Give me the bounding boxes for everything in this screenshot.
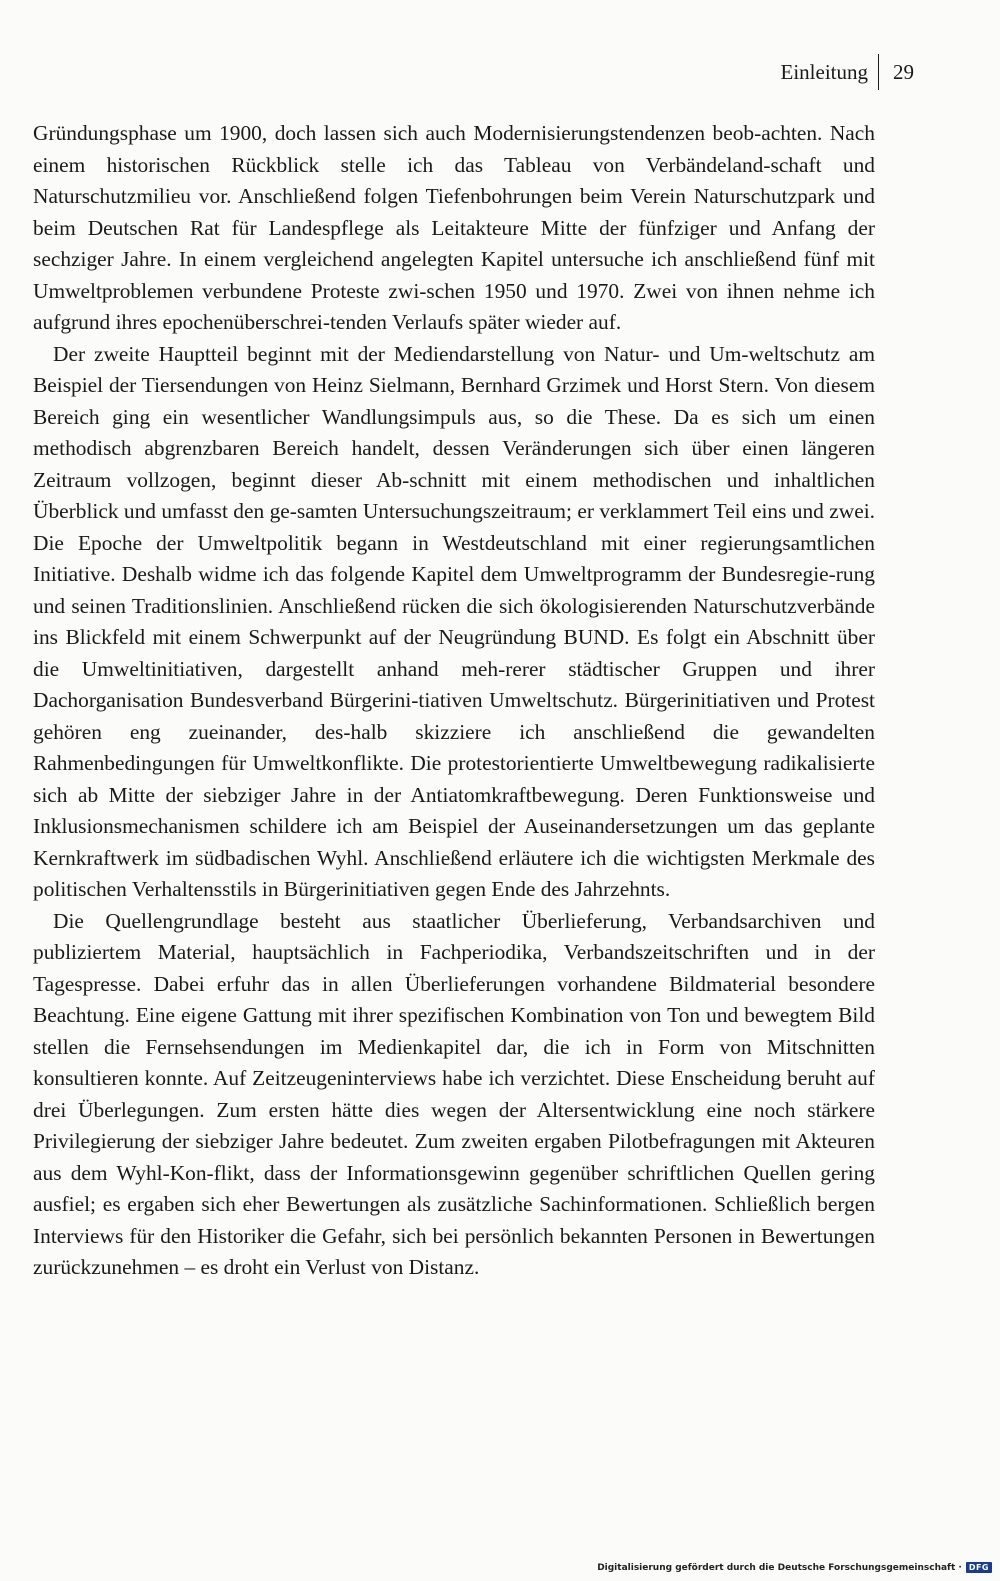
paragraph-2: Der zweite Hauptteil beginnt mit der Mediendarstellung von Natur- und Um-weltschutz am Beispiel der Tiersendungen von Heinz Sielmann, Bernhard Grzimek und Horst Stern. Von diesem Bereich ging ein wesentlicher Wandlungsimpuls aus, so die These. Da es sich um einen methodisch abgrenzbaren Bereich handelt, dessen Veränderungen sich über einen längeren Zeitraum vollzogen, beginnt dieser Ab-schnitt mit einem methodischen und inhaltlichen Überblick und umfasst den ge-samten Untersuchungszeitraum; er verklammert Teil eins und zwei. Die Epoche der Umweltpolitik begann in Westdeutschland mit einer regierungsamtlichen Initiative. Deshalb widme ich das folgende Kapitel dem Umweltprogramm der Bundesregie-rung und seinen Traditionslinien. Anschließend rücken die sich ökologisierenden Naturschutzverbände ins Blickfeld mit einem Schwerpunkt auf der Neugründung BUND. Es folgt ein Abschnitt über die Umweltinitiativen, dargestellt anhand meh-rerer städtischer Gruppen und ihrer Dachorganisation Bundesverband Bürgerini-tiativen Umweltschutz. Bürgerinitiativen und Protest gehören eng zueinander, des-halb skizziere ich anschließend die gewandelten Rahmenbedingungen für Umweltkonflikte. Die protestorientierte Umweltbewegung radikalisierte sich ab Mitte der siebziger Jahre in der Antiatomkraftbewegung. Deren Funktionsweise und Inklusionsmechanismen schildere ich am Beispiel der Auseinandersetzungen um das geplante Kernkraftwerk im südbadischen Wyhl. Anschließend erläutere ich die wichtigsten Merkmale des politischen Verhaltensstils in Bürgerinitiativen gegen Ende des Jahrzehnts. bbox=[33, 341, 875, 901]
paragraph-1: Gründungsphase um 1900, doch lassen sich auch Modernisierungstendenzen beob-achten. Nach einem historischen Rückblick stelle ich das Tableau von Verbändeland-schaft und Naturschutzmilieu vor. Anschließend folgen Tiefenbohrungen beim Verein Naturschutzpark und beim Deutschen Rat für Landespflege als Leitakteure Mitte der fünfziger und Anfang der sechziger Jahre. In einem vergleichend angelegten Kapitel untersuche ich anschließend fünf mit Umweltproblemen verbundene Proteste zwi-schen 1950 und 1970. Zwei von ihnen nehme ich aufgrund ihres epochenüberschrei-tenden Verlaufs später wieder auf. bbox=[33, 121, 875, 334]
paragraph-3: Die Quellengrundlage besteht aus staatlicher Überlieferung, Verbandsarchiven und publiziertem Material, hauptsächlich in Fachperiodika, Verbandszeitschriften und in der Tagespresse. Dabei erfuhr das in allen Überlieferungen vorhandene Bildmaterial besondere Beachtung. Eine eigene Gattung mit ihrer spezifischen Kombination von Ton und bewegtem Bild stellen die Fernsehsendungen im Medienkapitel dar, die ich in Form von Mitschnitten konsultieren konnte. Auf Zeitzeugeninterviews habe ich verzichtet. Diese Enscheidung beruht auf drei Überlegungen. Zum ersten hätte dies wegen der Altersentwicklung eine noch stärkere Privilegierung der siebziger Jahre bedeutet. Zum zweiten ergaben Pilotbefragungen mit Akteuren aus dem Wyhl-Kon-flikt, dass der Informationsgewinn gegenüber schriftlichen Quellen gering ausfiel; es ergaben sich eher Bewertungen als zusätzliche Sachinformationen. Schließlich bergen Interviews für den Historiker die Gefahr, sich bei persönlich bekannten Personen in Bewertungen zurückzunehmen – es droht ein Verlust von Distanz. bbox=[33, 908, 875, 1279]
body-text bbox=[33, 118, 875, 1284]
digitization-credit bbox=[597, 1562, 992, 1573]
header-section-title: Einleitung bbox=[780, 59, 868, 84]
dfg-logo-icon: DFG bbox=[966, 1562, 992, 1573]
credit-text: Digitalisierung gefördert durch die Deutsche Forschungsgemeinschaft · bbox=[597, 1562, 962, 1573]
page-number: 29 bbox=[893, 59, 914, 84]
running-header bbox=[781, 52, 915, 92]
